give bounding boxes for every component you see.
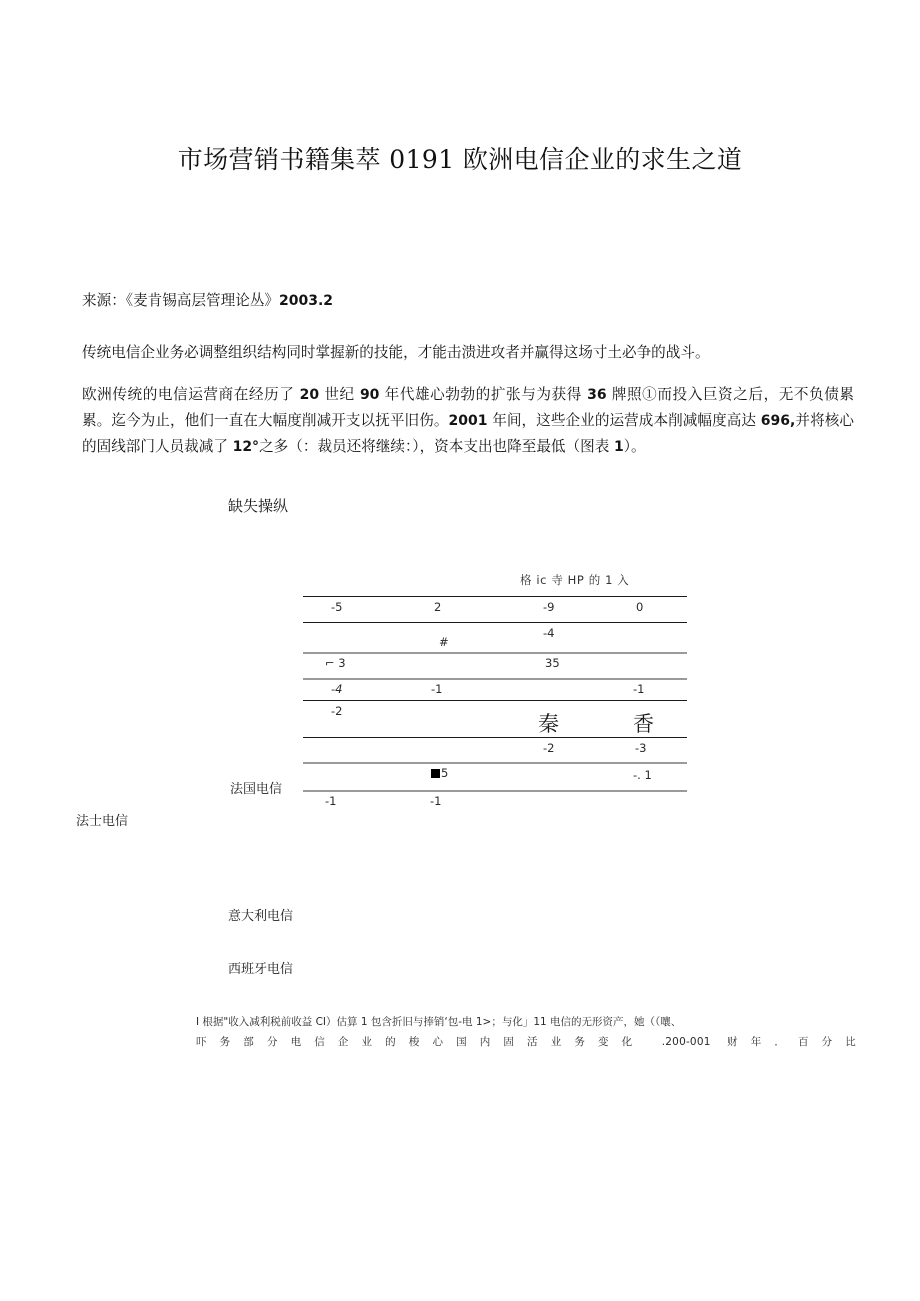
p2-seg-e: 牌照①而投入巨资之后，无不负债累累。迄今为止，他们一直在大幅度削减开支以抚平旧伤。: [82, 386, 855, 429]
chart-cell: -1: [430, 794, 442, 808]
chart-cell: 35: [545, 656, 560, 670]
p2-bold-696: 696,: [760, 413, 796, 429]
chart-label-france-telecom: 法国电信: [230, 782, 283, 797]
source-line: [82, 288, 782, 314]
chart-rule: [303, 737, 687, 738]
chart-column-header: 格 ic 寺 HP 的 1 入: [520, 573, 630, 587]
page-title: 市场营销书籍集萃 0191 欧洲电信企业的求生之道: [177, 145, 743, 174]
chart-cell: -1: [325, 794, 337, 808]
chart-label-spain-telecom: 西班牙电信: [228, 962, 294, 977]
chart-cell: 0: [636, 600, 644, 614]
paragraph-body: [82, 382, 854, 460]
chart-label-italy-telecom: 意大利电信: [228, 909, 294, 924]
chart-table: [303, 596, 687, 808]
chart-cell: -3: [635, 741, 647, 755]
figure-caption: 缺失操纵: [228, 497, 289, 515]
footnote: [196, 1012, 856, 1052]
p2-seg-f: 年间，这些企业的运营成本削减幅度高达: [487, 412, 761, 429]
source-prefix: 来源：《麦肯锡高层管理论丛》: [82, 292, 280, 309]
p2-seg-i: ）。: [623, 438, 646, 455]
p2-bold-2001: 2001: [448, 413, 488, 429]
p2-seg-a: 欧洲传统的电信运营商在经历了: [82, 386, 300, 403]
chart-cell: -4: [331, 682, 343, 696]
chart-cell: -4: [543, 626, 555, 640]
chart-rule: [303, 596, 687, 597]
chart-cell: ⌐ 3: [325, 656, 346, 670]
chart-cell: -5: [331, 600, 343, 614]
chart-rule: [303, 652, 687, 654]
chart-cell: -9: [543, 600, 555, 614]
chart-cell: -2: [543, 741, 555, 755]
chart-cell-marker: 5: [431, 766, 448, 780]
footnote-line-1: I 根据"收入减利税前收益 CI）估算 1 包含折旧与捧销‘包-电 1>；与化」11 电信的无形资产，她（（嚷、: [196, 1016, 682, 1028]
p2-bold-36: 36: [587, 387, 607, 403]
chart-cell: -. 1: [633, 768, 652, 782]
chart-cell: -2: [331, 704, 343, 718]
chart-label-swiss-telecom: 法士电信: [76, 814, 129, 829]
p2-bold-90: 90: [359, 387, 380, 403]
chart-rule: [303, 700, 687, 701]
p2-seg-c: 世纪: [319, 386, 360, 403]
chart-rule: [303, 790, 687, 792]
source-volume: 2003.2: [279, 293, 334, 309]
paragraph-lead: 传统电信企业务必调整组织结构同时掌握新的技能，才能击溃进攻者并赢得这场寸土必争的战斗。: [82, 344, 710, 361]
chart-cell: -1: [431, 682, 443, 696]
p2-seg-d: 年代雄心勃勃的扩张与为获得: [379, 386, 588, 403]
chart-cell: 香: [633, 712, 654, 736]
chart-cell: #: [439, 635, 449, 649]
p2-seg-g: 并将核心的固线部门人员裁减了: [82, 412, 854, 455]
chart-cell: -1: [633, 682, 645, 696]
p2-seg-h: 之多（：裁员还将继续：），资本支出也降至最低（图表: [259, 438, 614, 455]
p2-bold-12: 12°: [232, 439, 260, 455]
chart-rule: [303, 762, 687, 764]
chart-rule: [303, 622, 687, 623]
p2-bold-20: 20: [299, 387, 320, 403]
chart-cell: 2: [434, 600, 442, 614]
chart-rule: [303, 678, 687, 680]
chart-cell: 秦: [538, 712, 559, 736]
p2-bold-figure-no: 1: [613, 439, 624, 455]
footnote-line-2: 吓务部分电信企业的梭心国内固活业务变化 .200-001 财年．百分比: [196, 1036, 856, 1048]
